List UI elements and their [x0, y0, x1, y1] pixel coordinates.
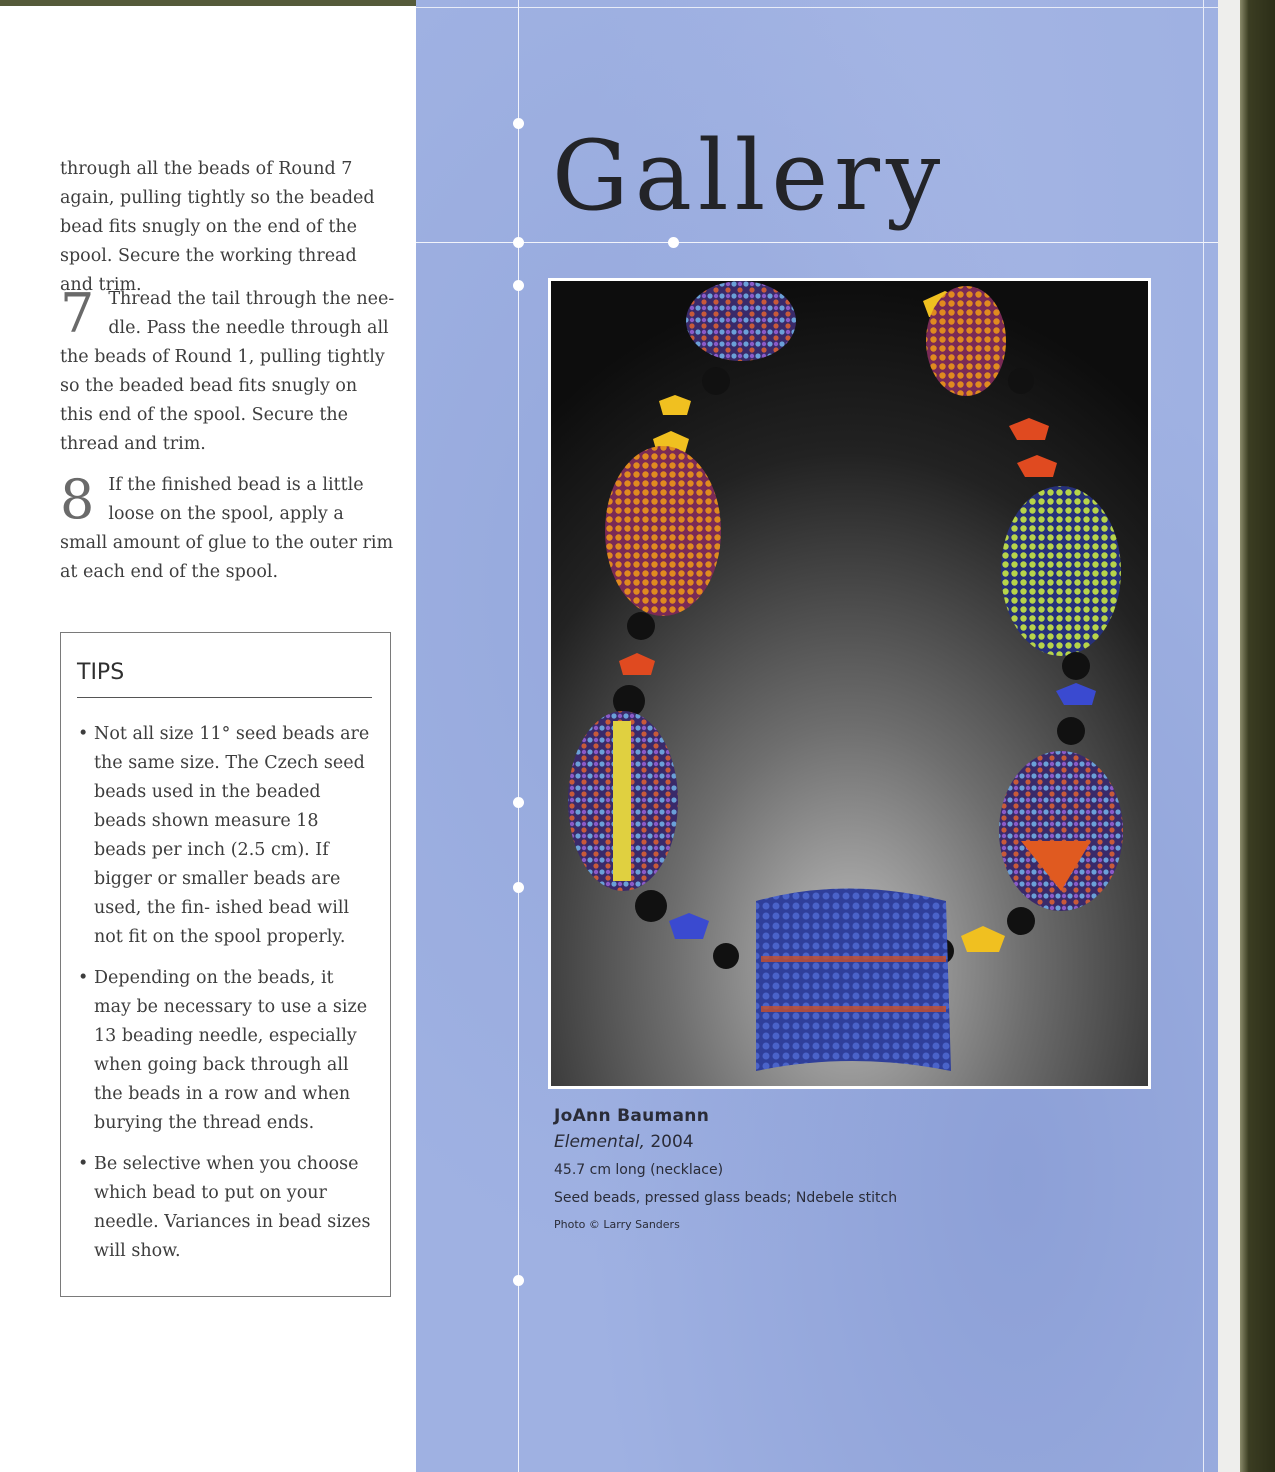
rule-dot	[513, 280, 524, 291]
gallery-title: Gallery	[552, 120, 947, 232]
caption-year: 2004	[644, 1132, 694, 1152]
bullet-icon: •	[78, 724, 89, 744]
top-edge-strip	[0, 0, 418, 6]
step-7	[60, 282, 395, 459]
tip-item	[77, 1150, 372, 1266]
caption-dimensions: 45.7 cm long (necklace)	[554, 1162, 724, 1178]
bullet-icon: •	[78, 1154, 89, 1174]
caption-work	[554, 1128, 1114, 1156]
rule-dot	[513, 797, 524, 808]
tip-item	[77, 720, 372, 952]
rule-dot	[668, 237, 679, 248]
rule-dot	[513, 118, 524, 129]
step-8	[60, 468, 395, 587]
rule-dot	[513, 237, 524, 248]
rule-dot	[513, 1275, 524, 1286]
bullet-icon: •	[78, 968, 89, 988]
tip-text: Not all size 11° seed beads are the same size. The Czech seed beads used in the beaded beads shown measure 18 beads per inch (2.5 cm). If bigger or smaller beads are used, the fin- ished bead will not fit on the spool properly.	[94, 724, 370, 947]
caption-work-title: Elemental,	[554, 1132, 645, 1152]
step-number: 8	[60, 468, 95, 531]
tips-title: TIPS	[77, 657, 372, 698]
tip-item	[77, 964, 372, 1138]
step-number: 7	[60, 282, 95, 345]
panel-rule-vertical	[518, 0, 519, 1472]
photo-frame	[548, 278, 1151, 1089]
page-edge-light	[1218, 0, 1240, 1472]
panel-rule-horizontal	[416, 242, 1218, 243]
panel-rule-vertical-right	[1203, 0, 1204, 1472]
panel-rule-top	[416, 7, 1218, 8]
step-text: If the finished bead is a little loose on the spool, apply a small amount of glue to the outer rim at each end of the spool.	[60, 475, 394, 582]
caption-photo-credit: Photo © Larry Sanders	[554, 1218, 680, 1231]
necklace-photo	[551, 281, 1148, 1086]
photo-caption	[554, 1104, 1114, 1238]
page-edge-dark	[1240, 0, 1275, 1472]
tip-text: Be selective when you choose which bead to put on your needle. Variances in bead sizes will show.	[94, 1154, 371, 1261]
step-text: Thread the tail through the nee- dle. Pass the needle through all the beads of Round 1, pulling tightly so the beaded bead fits snugly on this end of the spool. Secure the thread and trim.	[60, 289, 395, 454]
tip-text: Depending on the beads, it may be necessary to use a size 13 beading needle, especially when going back through all the beads in a row and when burying the thread ends.	[94, 968, 368, 1133]
caption-artist: JoAnn Baumann	[554, 1106, 710, 1126]
caption-materials: Seed beads, pressed glass beads; Ndebele stitch	[554, 1190, 898, 1206]
tips-box	[60, 632, 391, 1297]
intro-paragraph: through all the beads of Round 7 again, pulling tightly so the beaded bead fits snugly on the end of the spool. Secure the working thread and trim.	[60, 159, 375, 295]
rule-dot	[513, 882, 524, 893]
